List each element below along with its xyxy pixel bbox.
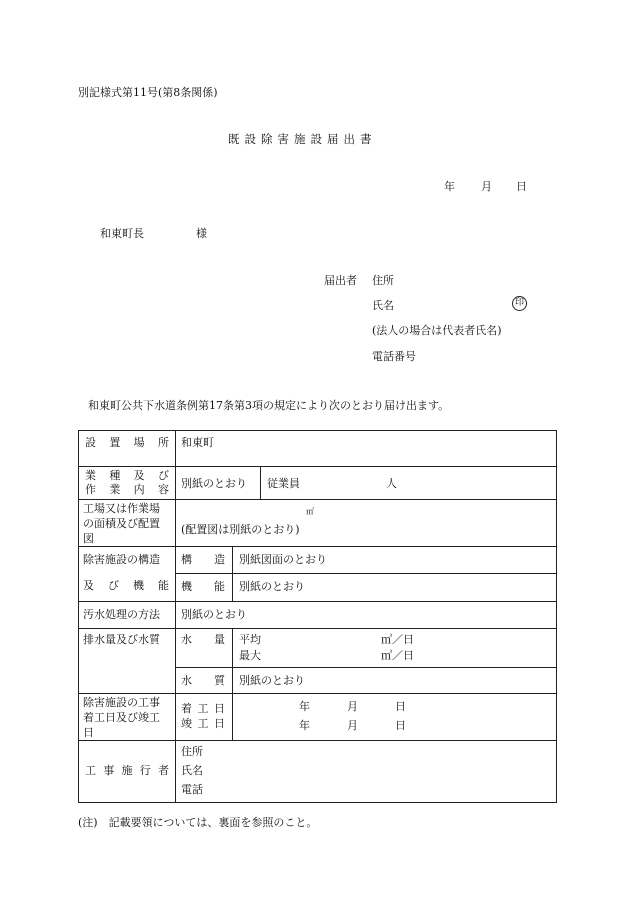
employees-label: 従業員 — [267, 477, 300, 490]
addressee: 和東町長 — [100, 227, 144, 240]
area-note: (配置図は別紙のとおり) — [181, 523, 300, 536]
start-date-label: 着 工 日 — [181, 702, 225, 715]
seal-mark: 印 — [512, 296, 527, 311]
structure-value: 別紙図面のとおり — [239, 553, 327, 566]
date-month-label: 月 — [481, 180, 492, 193]
contractor-address-label: 住所 — [181, 745, 203, 758]
average-unit: ㎥／日 — [381, 633, 414, 646]
date-year-label: 年 — [444, 180, 455, 193]
industry-value: 別紙のとおり — [181, 477, 247, 490]
contractor-name-label: 氏名 — [181, 764, 203, 777]
start-month: 月 — [347, 700, 358, 713]
facility-label-line2: 及 び 機 能 — [83, 579, 169, 592]
date-day-label: 日 — [516, 180, 527, 193]
construction-label-line1: 除害施設の工事 — [83, 696, 160, 709]
industry-label-line1: 業 種 及 び — [85, 469, 169, 482]
applicant-address-label: 住所 — [372, 274, 394, 287]
area-label-line1: 工場又は作業場 — [83, 502, 160, 515]
employees-unit: 人 — [386, 477, 397, 490]
average-label: 平均 — [239, 633, 261, 646]
applicant-label: 届出者 — [324, 274, 357, 287]
end-month: 月 — [347, 719, 358, 732]
quality-value: 別紙のとおり — [239, 674, 305, 687]
location-label: 設 置 場 所 — [85, 436, 169, 449]
industry-label-line2: 作 業 内 容 — [85, 483, 169, 496]
function-label: 機 能 — [181, 580, 225, 593]
form-number: 別記様式第11号(第8条関係) — [78, 86, 218, 99]
intro-text: 和東町公共下水道条例第17条第3項の規定により次のとおり届け出ます。 — [88, 399, 450, 412]
footnote: (注) 記載要領については、裏面を参照のこと。 — [78, 816, 318, 829]
contractor-phone-label: 電話 — [181, 783, 203, 796]
corporate-note: (法人の場合は代表者氏名) — [372, 324, 502, 337]
start-day: 日 — [395, 700, 406, 713]
end-day: 日 — [395, 719, 406, 732]
start-year: 年 — [299, 700, 310, 713]
location-value: 和東町 — [181, 436, 214, 449]
construction-label-line3: 日 — [83, 726, 94, 739]
construction-label-line2: 着工日及び竣工 — [83, 711, 160, 724]
treatment-label: 汚水処理の方法 — [83, 608, 160, 621]
treatment-value: 別紙のとおり — [181, 608, 247, 621]
structure-label: 構 造 — [181, 553, 225, 566]
facility-label-line1: 除害施設の構造 — [83, 553, 160, 566]
function-value: 別紙のとおり — [239, 580, 305, 593]
notification-table — [78, 430, 557, 803]
applicant-phone-label: 電話番号 — [372, 350, 416, 363]
end-date-label: 竣 工 日 — [181, 717, 225, 730]
applicant-name-label: 氏名 — [372, 299, 394, 312]
quality-label: 水 質 — [181, 674, 225, 687]
area-unit: ㎡ — [306, 507, 314, 516]
volume-label: 水 量 — [181, 633, 225, 646]
end-year: 年 — [299, 719, 310, 732]
maximum-unit: ㎥／日 — [381, 649, 414, 662]
area-label-line2: の面積及び配置 — [83, 517, 160, 530]
honorific: 様 — [196, 227, 207, 240]
area-label-line3: 図 — [83, 532, 94, 545]
document-title: 既設除害施設届出書 — [228, 132, 377, 146]
maximum-label: 最大 — [239, 649, 261, 662]
discharge-label: 排水量及び水質 — [83, 633, 160, 646]
contractor-label: 工 事 施 行 者 — [85, 764, 169, 777]
